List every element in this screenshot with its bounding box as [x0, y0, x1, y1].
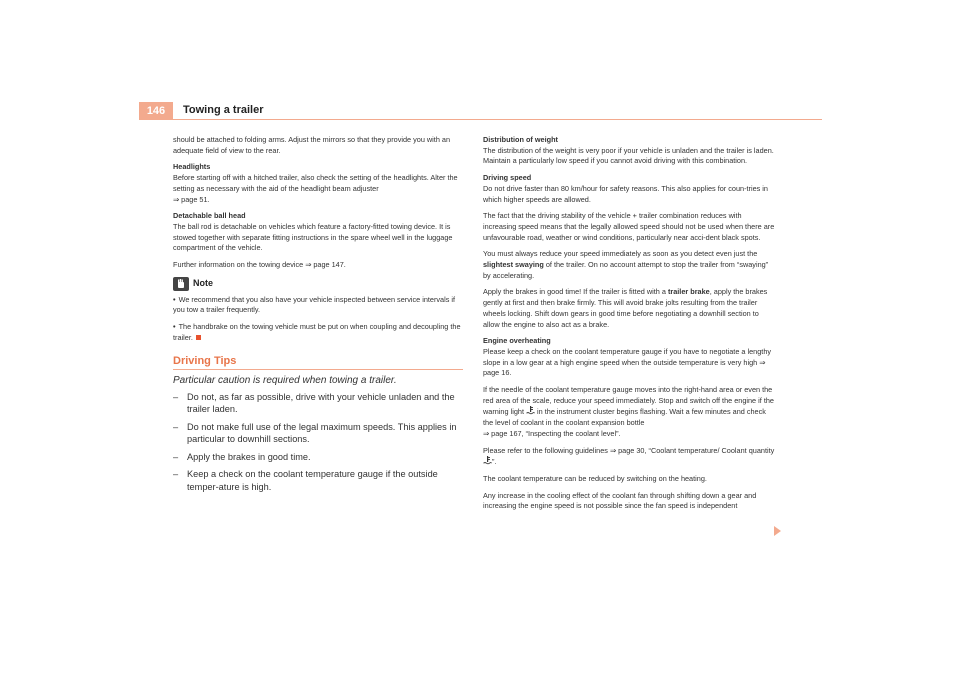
section-title-driving-tips: Driving Tips [173, 356, 463, 371]
right-column [483, 135, 775, 518]
page-number: 146 [139, 102, 173, 120]
further-info-paragraph[interactable]: Further information on the towing device ⇒ page 147. [173, 260, 346, 270]
engine-heading: Engine overheating [483, 336, 551, 346]
engine-paragraph-1: Please keep a check on the coolant temperature gauge if you have to negotiate a lengthy slope in a low gear at a high engine speed when the outside temperature is very high ⇒ page 16. [483, 346, 772, 378]
left-column [173, 135, 463, 498]
headlights-heading: Headlights [173, 162, 211, 172]
step-item: – Do not make full use of the legal maximum speeds. This applies in particular to downhill sections. [173, 421, 457, 445]
engine-paragraph-3: Please refer to the following guidelines ⇒ page 30, “Coolant temperature/ Coolant quantity ”. [483, 445, 775, 467]
speed-heading: Driving speed [483, 173, 532, 183]
header-divider [173, 119, 822, 120]
note-bullet: • The handbrake on the towing vehicle must be put on when coupling and decoupling the trailer. [173, 322, 461, 342]
headlights-text: Before starting off with a hitched trailer, also check the setting of the headlights. Alter the setting as necessary with the aid of the headlight beam adjuster [173, 173, 458, 193]
headlights-paragraph [173, 173, 463, 205]
headlights-page-link[interactable]: ⇒ page 51. [173, 194, 210, 204]
speed-paragraph-1: Do not drive faster than 80 km/hour for safety reasons. This also applies for coun-tries in which higher speeds are allowed. [483, 183, 768, 204]
continue-arrow-icon [774, 526, 781, 536]
section-subtitle: Particular caution is required when towing a trailer. [173, 375, 397, 387]
speed-paragraph-3: You must always reduce your speed immediately as soon as you detect even just the slightest swaying of the trailer. On no account attempt to stop the trailer from “swaying” by accelerating. [483, 249, 769, 280]
intro-paragraph: should be attached to folding arms. Adjust the mirrors so that they provide you with an adequate field of view to the rear. [173, 135, 451, 155]
ballhead-paragraph: The ball rod is detachable on vehicles which feature a factory-fitted towing device. It is stowed together with separate fitting instructions in the spare wheel well in the luggage compartment of the vehicle. [173, 221, 453, 253]
note-title: Note [193, 278, 213, 289]
speed-paragraph-2: The fact that the driving stability of the vehicle + trailer combination reduces with increasing speed means that the legally allowed speed should not be used when there are unfavourable road, weather or wind conditions, particularly near acci-dent black spots. [483, 211, 775, 242]
hand-icon [176, 279, 186, 289]
step-item: – Keep a check on the coolant temperature gauge if the outside temper-ature is high. [173, 469, 438, 492]
note-hand-icon [173, 277, 189, 291]
end-of-section-icon [196, 335, 201, 340]
note-box [173, 277, 463, 344]
note-bullet: • We recommend that you also have your vehicle inspected between service intervals if you tow a trailer frequently. [173, 294, 456, 315]
page-header-title: Towing a trailer [183, 104, 264, 116]
brake-paragraph: Apply the brakes in good time! If the trailer is fitted with a trailer brake, apply the brakes gently at first and then brake firmly. This will avoid brake jolts resulting from the trailer wheels locking. Shift down gears in good time before negotiating a downhill section to allow the engine to also act as a brake. [483, 287, 768, 329]
coolant-warning-icon [526, 406, 535, 415]
ballhead-heading: Detachable ball head [173, 211, 246, 221]
coolant-level-page-link[interactable]: ⇒ page 167, “Inspecting the coolant level”. [483, 428, 621, 438]
engine-paragraph-5: Any increase in the cooling effect of the coolant fan through shifting down a gear and increasing the engine speed is not possible since the fan speed is independent [483, 490, 757, 511]
step-item: – Apply the brakes in good time. [173, 451, 311, 462]
weight-heading: Distribution of weight [483, 135, 558, 144]
engine-paragraph-4: The coolant temperature can be reduced by switching on the heating. [483, 473, 707, 483]
note-header [173, 277, 463, 291]
weight-paragraph: The distribution of the weight is very poor if your vehicle is unladen and the trailer is laden. Maintain a particularly low speed if you cannot avoid driving with this combination. [483, 145, 774, 166]
coolant-temperature-icon [483, 456, 492, 465]
engine-paragraph-2: If the needle of the coolant temperature gauge moves into the right-hand area or even the red area of the scale, reduce your speed immediately. Stop and switch off the engine if the warning light in the instrument cluster begins flashing. Wait a few minutes and check the level of coolant in the coolant expansion bottle ⇒ page 167, “Inspecting the coolant level”. [483, 385, 774, 438]
step-item: – Do not, as far as possible, drive with your vehicle unladen and the trailer laden. [173, 391, 455, 415]
